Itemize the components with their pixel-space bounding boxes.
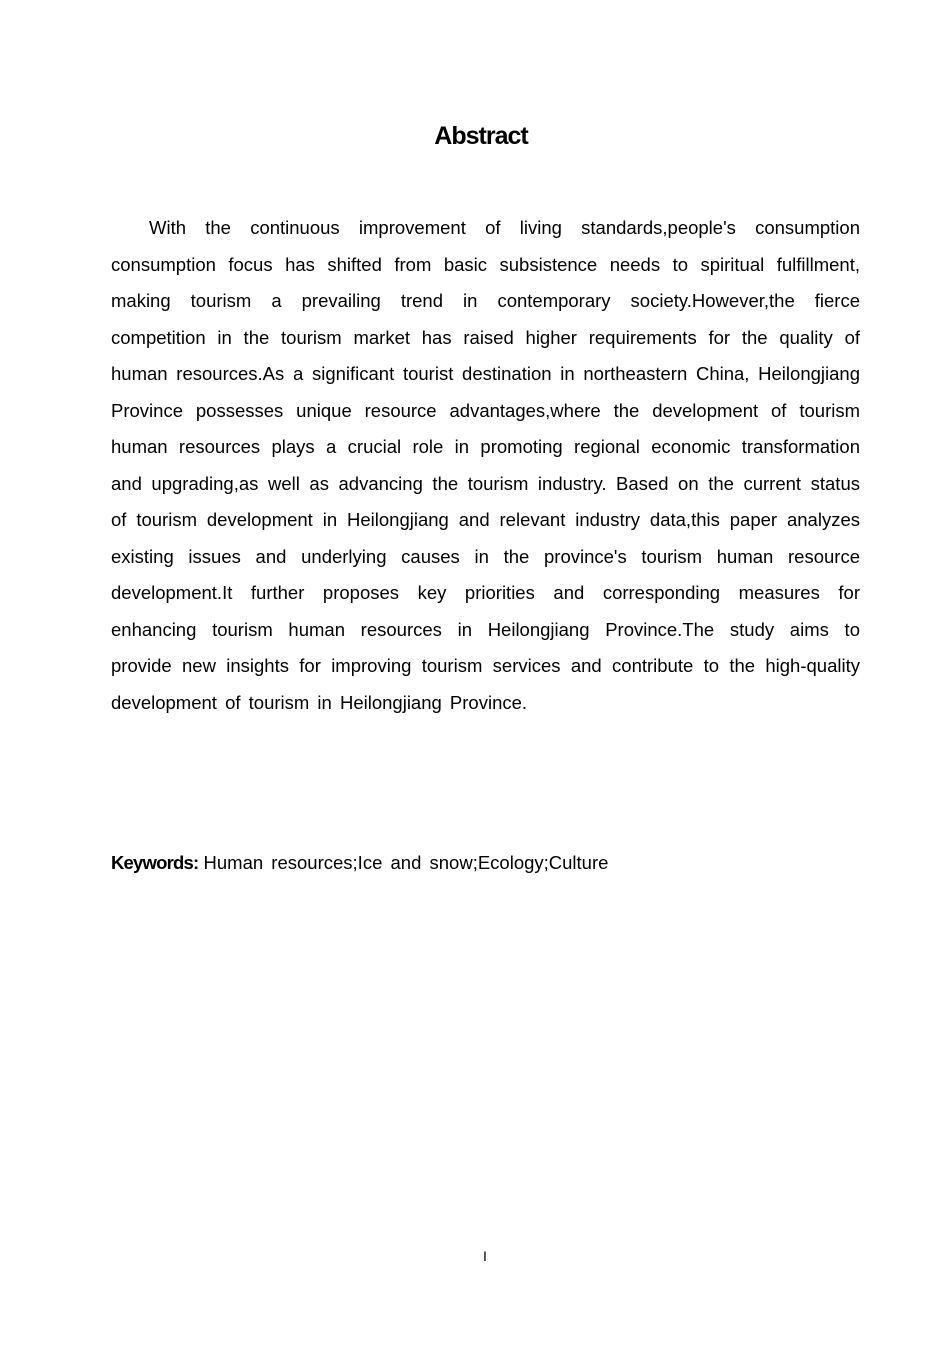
page-number: I xyxy=(483,1248,487,1264)
keywords-label: Keywords: xyxy=(111,852,199,873)
abstract-title: Abstract xyxy=(434,122,528,150)
abstract-body: With the continuous improvement of living standards,people's consumption consumption focus has shifted from basic subsistence needs to spiritual fulfillment, making tourism a prevailing trend in contemporary society.However,the fierce competition in the tourism market has raised higher requirements for the quality of human resources.As a significant tourist destination in northeastern China, Heilongjiang Province possesses unique resource advantages,where the development of tourism human resources plays a crucial role in promoting regional economic transformation and upgrading,as well as advancing the tourism industry. Based on the current status of tourism development in Heilongjiang and relevant industry data,this paper analyzes existing issues and underlying causes in the province's tourism human resource development.It further proposes key priorities and corresponding measures for enhancing tourism human resources in Heilongjiang Province.The study aims to provide new insights for improving tourism services and contribute to the high-quality development of tourism in Heilongjiang Province. xyxy=(111,217,860,713)
keywords-line xyxy=(111,845,608,881)
keywords-text: Human resources;Ice and snow;Ecology;Culture xyxy=(203,852,609,873)
